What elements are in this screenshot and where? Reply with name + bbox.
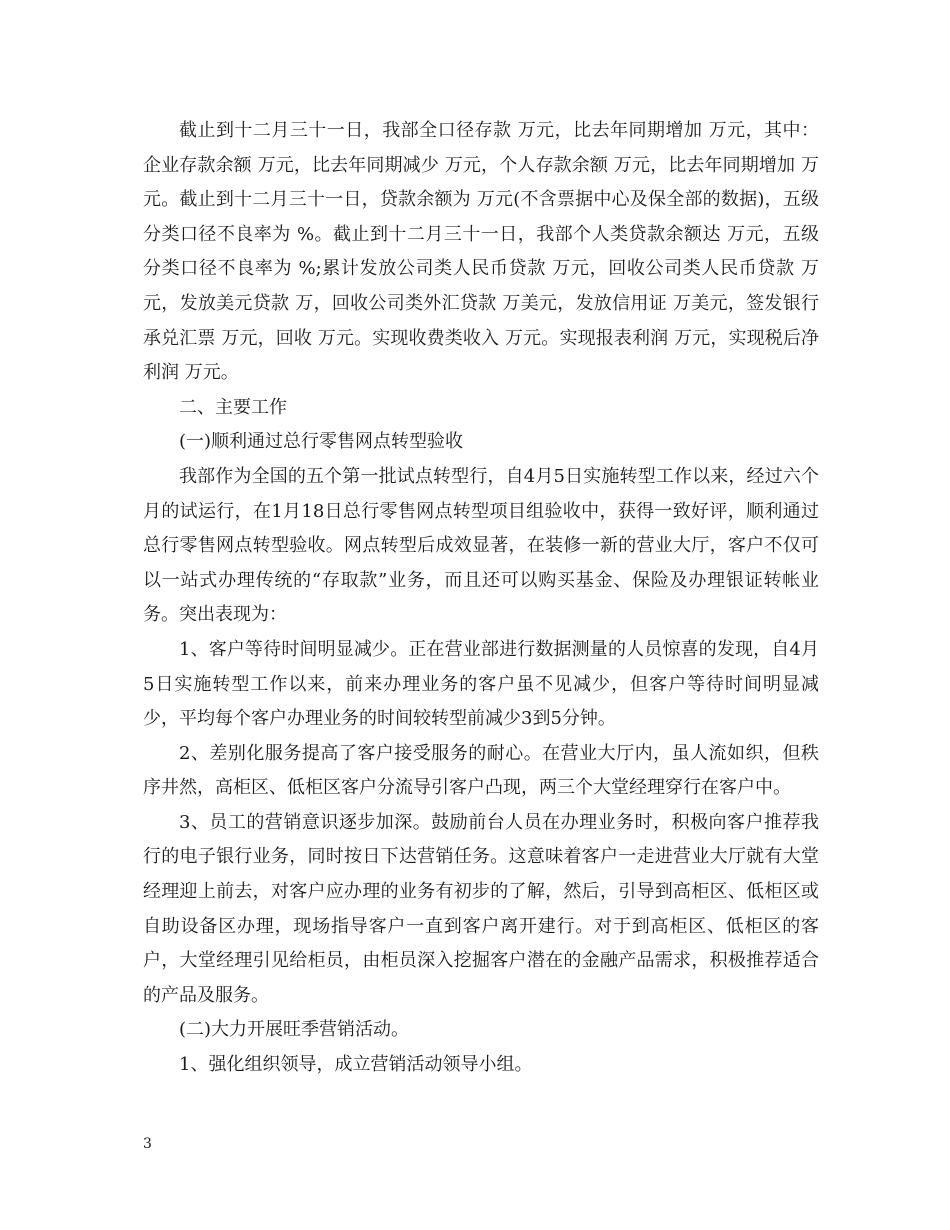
paragraph-transformation: 我部作为全国的五个第一批试点转型行，自4月5日实施转型工作以来，经过六个月的试运行，在1月18日总行零售网点转型项目组验收中，获得一致好评，顺利通过总行零售网点转型验收。网点转型后成效显著，在装修一新的营业大厅，客户不仅可以一站式办理传统的“存取款”业务，而且还可以购买基金、保险及办理银证转帐业务。突出表现为： xyxy=(143,465,819,626)
page-number: 3 xyxy=(143,1136,152,1152)
section-heading-main-work: 二、主要工作 xyxy=(179,396,287,418)
paragraph-marketing-point-1: 1、强化组织领导，成立营销活动领导小组。 xyxy=(179,1054,533,1076)
paragraph-point-3: 3、员工的营销意识逐步加深。鼓励前台人员在办理业务时，积极向客户推荐我行的电子银行业务，同时按日下达营销任务。这意味着客户一走进营业大厅就有大堂经理迎上前去，对客户应办理的业务有初步的了解，然后，引导到高柜区、低柜区或自助设备区办理，现场指导客户一直到客户离开建行。对于到高柜区、低柜区的客户，大堂经理引见给柜员，由柜员深入挖掘客户潜在的金融产品需求，积极推荐适合的产品及服务。 xyxy=(143,811,819,1006)
subsection-heading-transformation: (一)顺利通过总行零售网点转型验收 xyxy=(179,431,464,453)
paragraph-point-2: 2、差别化服务提高了客户接受服务的耐心。在营业大厅内，虽人流如织，但秩序井然，高柜区、低柜区客户分流导引客户凸现，两三个大堂经理穿行在客户中。 xyxy=(143,742,819,799)
paragraph-point-1: 1、客户等待时间明显减少。正在营业部进行数据测量的人员惊喜的发现，自4月5日实施转型工作以来，前来办理业务的客户虽不见减少，但客户等待时间明显减少，平均每个客户办理业务的时间较转型前减少3到5分钟。 xyxy=(143,638,819,730)
paragraph-summary-figures: 截止到十二月三十一日，我部全口径存款 万元，比去年同期增加 万元，其中：企业存款余额 万元，比去年同期减少 万元，个人存款余额 万元，比去年同期增加 万元。截止到十二月三十一日，贷款余额为 万元(不含票据中心及保全部的数据)，五级分类口径不良率为 %。截止到十二月三十一日，我部个人类贷款余额达 万元，五级分类口径不良率为 %;累计发放公司类人民币贷款 万元，回收公司类人民币贷款 万元，发放美元贷款 万，回收公司类外汇贷款 万美元，发放信用证 万美元，签发银行承兑汇票 万元，回收 万元。实现收费类收入 万元。实现报表利润 万元，实现税后净利润 万元。 xyxy=(143,120,819,384)
document-body xyxy=(143,114,819,1083)
subsection-heading-marketing: (二)大力开展旺季营销活动。 xyxy=(179,1019,410,1041)
